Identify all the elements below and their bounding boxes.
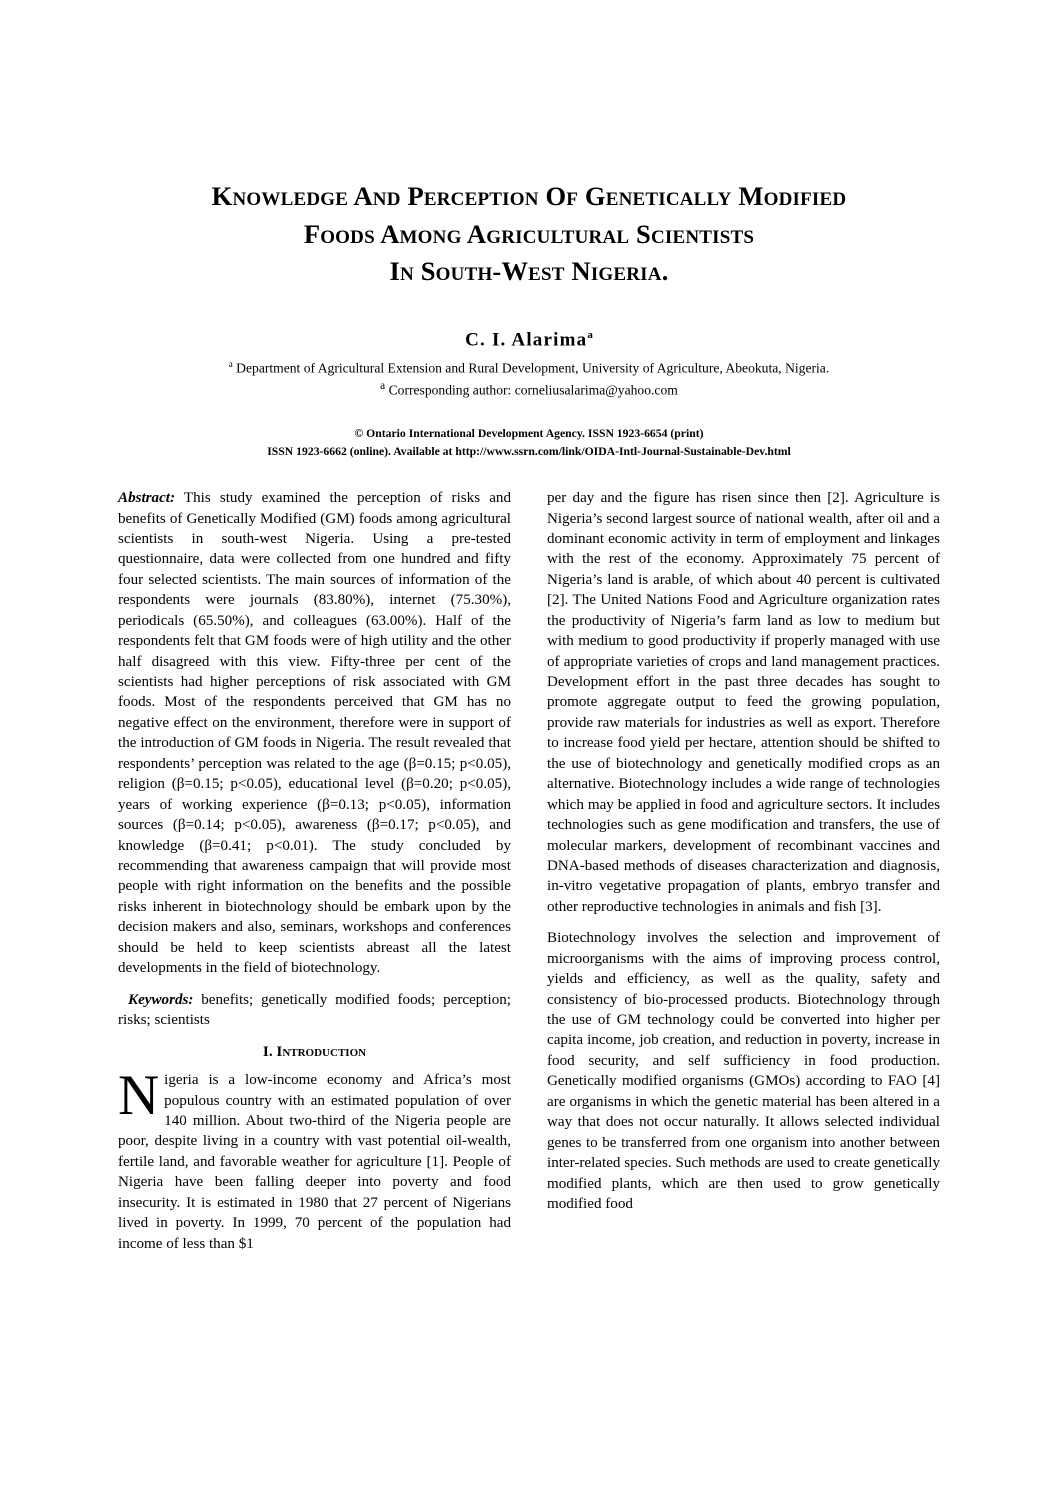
title-line-2: Foods Among Agricultural Scientists [303, 218, 755, 249]
keywords-text: benefits; genetically modified foods; perception; risks; scientists [118, 991, 511, 1029]
affiliation-text: Department of Agricultural Extension and Rural Development, University of Agriculture, Abeokuta, Nigeria. [236, 360, 830, 376]
publisher-info [118, 425, 940, 462]
author-name [118, 329, 940, 351]
drop-cap: N [118, 1064, 160, 1128]
abstract-label: Abstract: [118, 490, 176, 507]
author-label: C. I. Alarima [465, 329, 588, 351]
body-paragraph-2: Biotechnology involves the selection and improvement of microorganisms with the aims of improving process control, yields and efficiency, as well as the quality, safety and consistency of bio-processed products. Biotechnology through the use of GM technology could be converted into higher per capita income, job creation, and reduction in poverty, increase in food security, and self sufficiency in food production. Genetically modified organisms (GMOs) according to FAO [4] are organisms in which the genetic material has been altered in a way that does not occur naturally. It allows selected individual genes to be transferred from one organism into another between inter-related species. Such methods are used to create genetically modified plants, which are then used to grow genetically modified food [547, 930, 940, 1212]
right-column [547, 488, 940, 1265]
section-heading-introduction: I. Introduction [262, 1043, 367, 1061]
author-affiliation [118, 358, 940, 378]
corresponding-marker: a [380, 380, 386, 393]
corresponding-text: Corresponding author: corneliusalarima@yahoo.com [388, 382, 678, 398]
title-line-3: In South-West Nigeria. [389, 256, 669, 287]
abstract-text: This study examined the perception of risks and benefits of Genetically Modified (GM) foods among agricultural scientists in south-west Nigeria. Using a pre-tested questionnaire, data were collected from one hundred and fifty four selected scientists. The main sources of information of the respondents were journals (83.80%), internet (75.30%), periodicals (65.50%), and colleagues (63.00%). Half of the respondents felt that GM foods were of high utility and the other half disagreed with this view. Fifty-three per cent of the scientists had higher perceptions of risk associated with GM foods. Most of the respondents perceived that GM has no negative effect on the environment, therefore were in support of the introduction of GM foods in Nigeria. The result revealed that respondents’ perception was related to the age (β=0.15; p<0.05), religion (β=0.15; p<0.05), educational level (β=0.20; p<0.05), years of working experience (β=0.13; p<0.05), information sources (β=0.14; p<0.05), awareness (β=0.17; p<0.05), and knowledge (β=0.41; p<0.01). The study concluded by recommending that awareness campaign that will provide most people with right information on the benefits and the possible risks inherent in biotechnology should be embark upon by the decision makers and also, seminars, workshops and conferences should be held to keep scientists abreast all the latest developments in the field of biotechnology. [118, 490, 511, 977]
title-line-1: Knowledge And Perception Of Genetically Modified [211, 181, 847, 211]
keywords-paragraph [118, 990, 511, 1031]
publisher-line-2: ISSN 1923-6662 (online). Available at http://www.ssrn.com/link/OIDA-Intl-Journal-Sustainable-Dev.html [267, 445, 791, 459]
paper-content [118, 178, 940, 1265]
intro-first-paragraph-text: igeria is a low-income economy and Africa’s most populous country with an estimated population of over 140 million. About two-third of the Nigeria people are poor, despite living in a country with vast potential oil-wealth, fertile land, and favorable weather for agriculture [1]. People of Nigeria have been falling deeper into poverty and food insecurity. It is estimated in 1980 that 27 percent of Nigerians lived in poverty. In 1999, 70 percent of the population had income of less than $1 [118, 1072, 511, 1252]
intro-first-paragraph [118, 1064, 511, 1254]
left-column [118, 488, 511, 1265]
page-title [118, 178, 940, 291]
corresponding-author [118, 378, 940, 400]
body-paragraph-1: per day and the figure has risen since then [2]. Agriculture is Nigeria’s second largest source of national wealth, after oil and a dominant economic activity in term of employment and linkages with the rest of the economy. Approximately 75 percent of Nigeria’s land is arable, of which about 40 percent is cultivated [2]. The United Nations Food and Agriculture organization rates the productivity of Nigeria’s farm land as low to medium but with medium to good productivity if properly managed with use of appropriate varieties of crops and land management practices. Development effort in the past three decades has sought to promote aggregate output to feed the growing population, provide raw materials for industries as well as export. Therefore to increase food yield per hectare, attention should be shifted to the use of biotechnology and genetically modified crops as an alternative. Biotechnology includes a wide range of technologies which may be applied in food and agriculture sectors. It includes technologies such as gene modification and transfers, the use of molecular markers, development of recombinant vaccines and DNA-based methods of diseases characterization and diagnosis, in-vitro vegetative propagation of plants, embryo transfer and other reproductive technologies in animals and fish [3]. [547, 490, 940, 915]
author-affiliation-marker: a [587, 328, 593, 341]
affiliation-marker: a [228, 359, 233, 370]
abstract-paragraph [118, 488, 511, 979]
publisher-line-1: © Ontario International Development Agency. ISSN 1923-6654 (print) [354, 426, 704, 440]
two-column-body [118, 488, 940, 1265]
keywords-label: Keywords: [128, 991, 194, 1008]
